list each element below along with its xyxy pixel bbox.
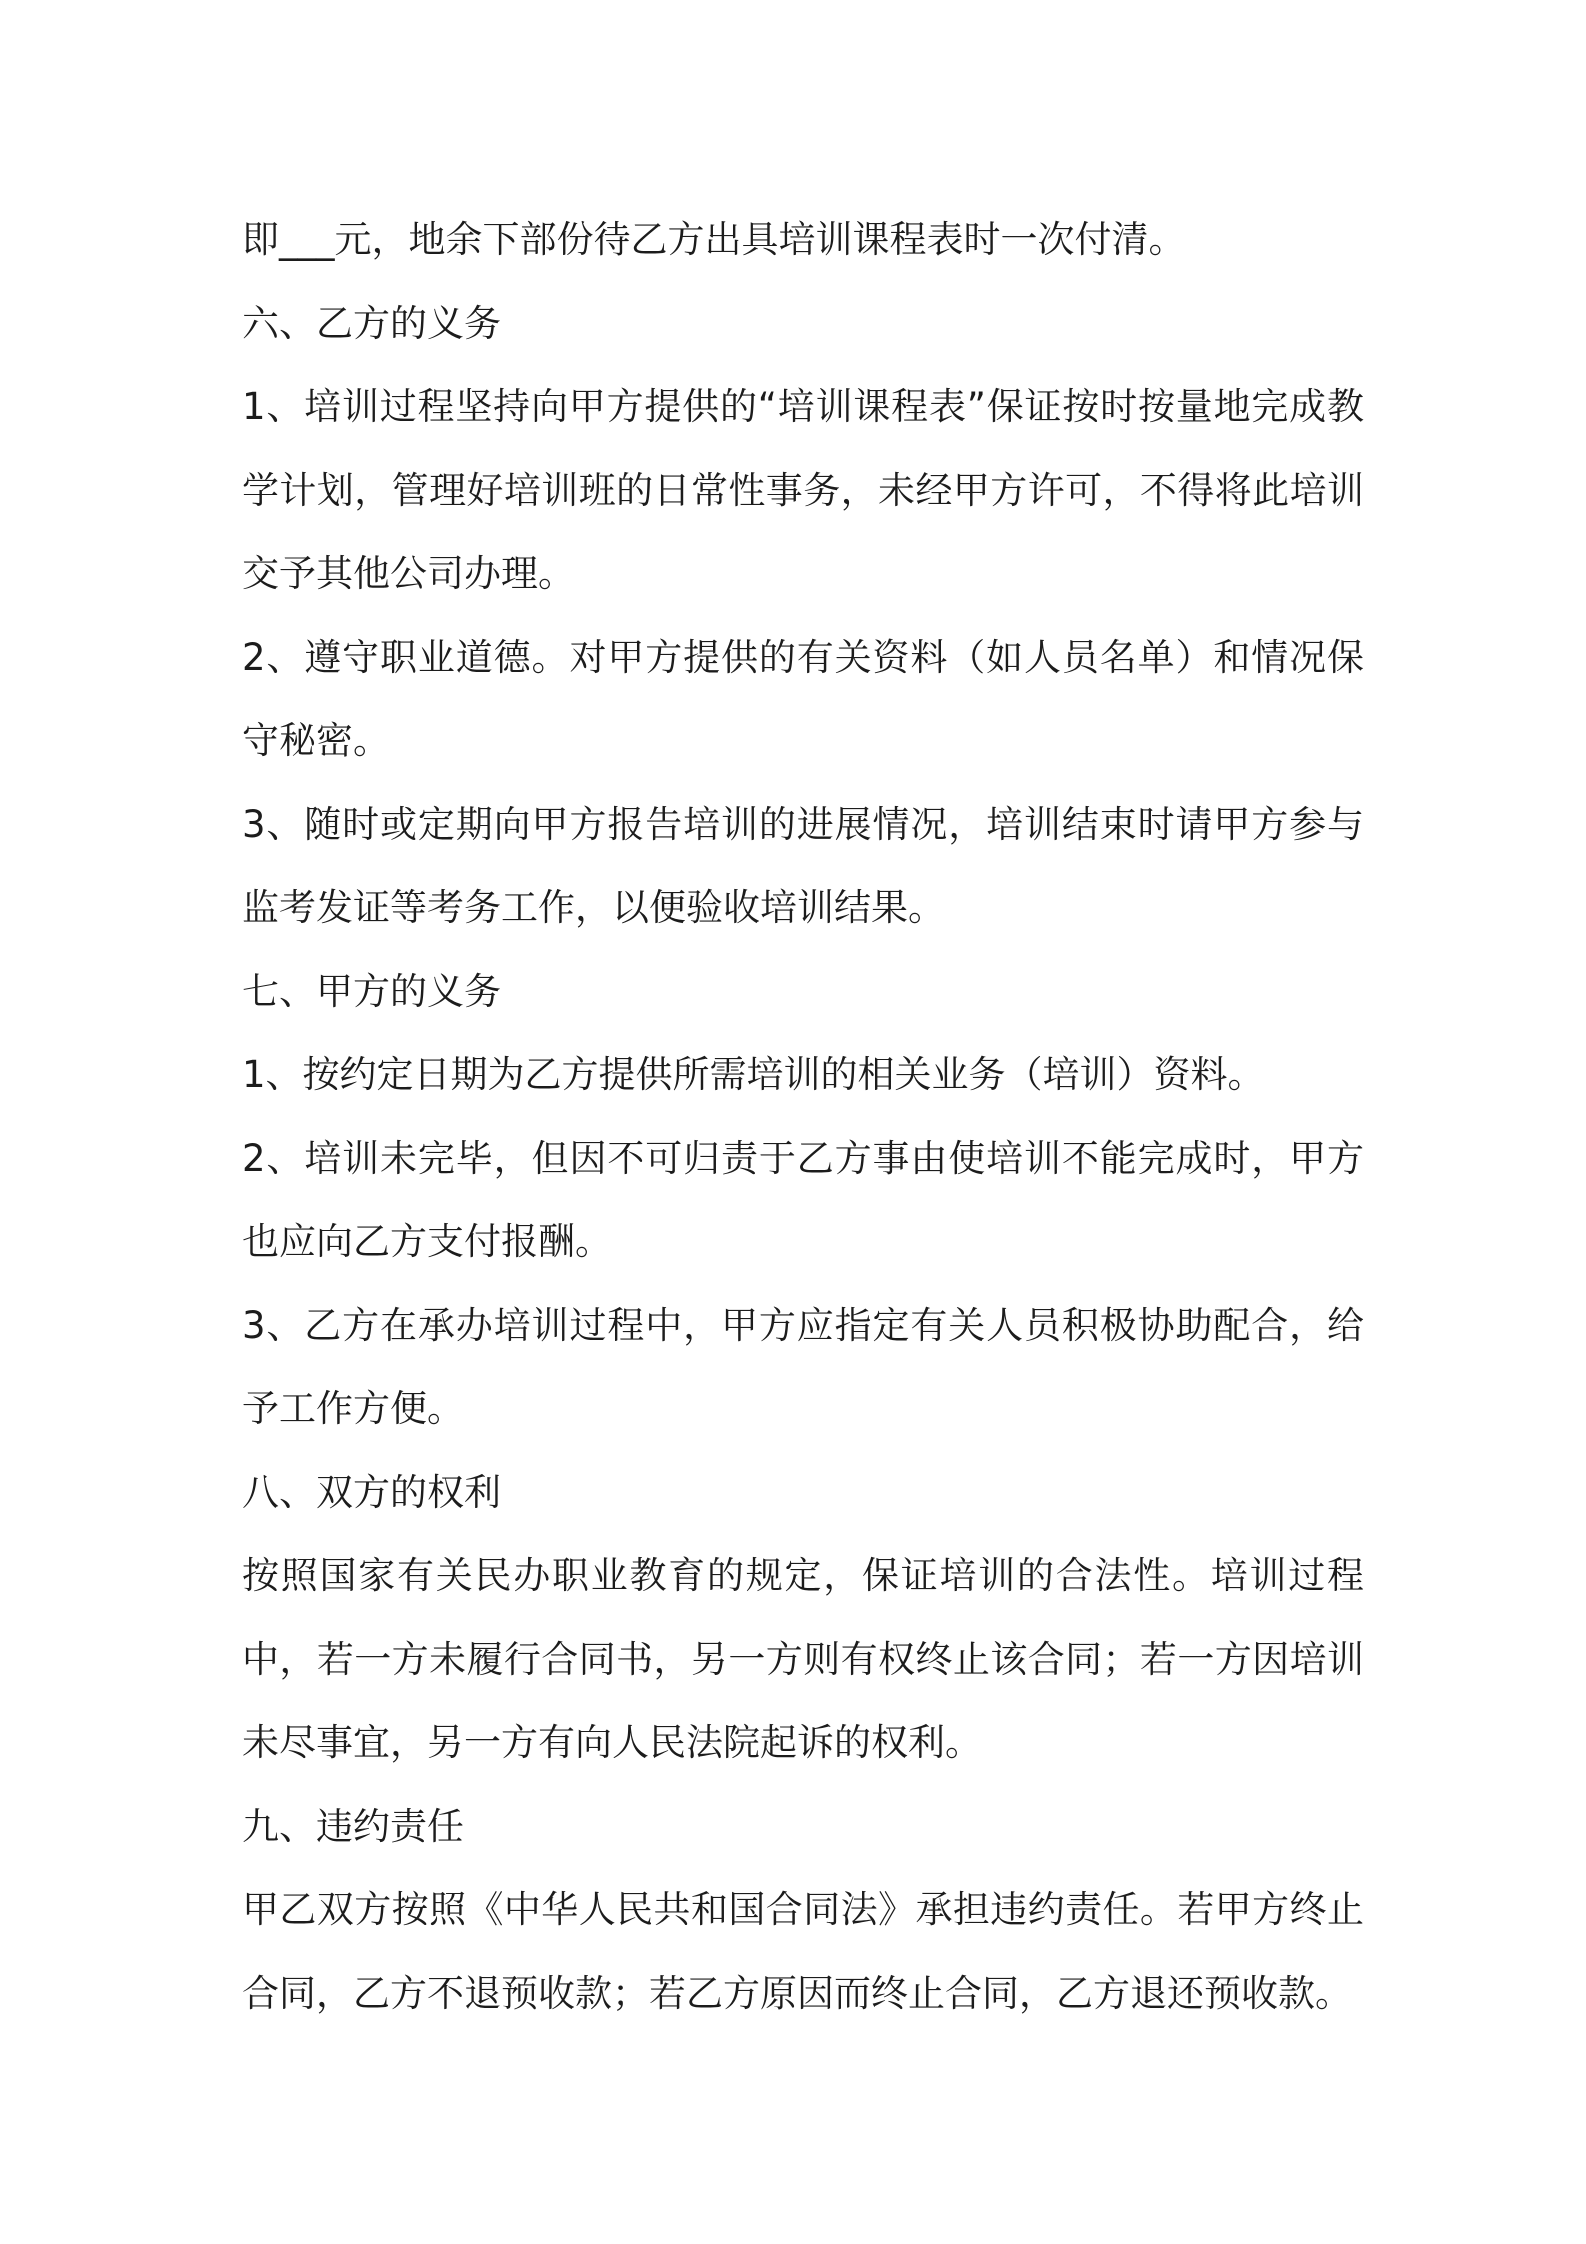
section-heading-rights: 八、双方的权利 (242, 1470, 501, 1514)
section-heading-liability: 九、违约责任 (242, 1804, 464, 1848)
party-a-obligation-1: 1、按约定日期为乙方提供所需培训的相关业务（培训）资料。 (242, 1053, 1265, 1096)
party-a-obligation-2: 2、培训未完毕，但因不可归责于乙方事由使培训不能完成时，甲方也应向乙方支付报酬。 (242, 1136, 1364, 1263)
payment-terms-paragraph: 即___元，地余下部份待乙方出具培训课程表时一次付清。 (242, 218, 1186, 261)
document-body (242, 198, 1364, 2035)
party-b-obligation-3: 3、随时或定期向甲方报告培训的进展情况，培训结束时请甲方参与监考发证等考务工作，以便验收培训结果。 (242, 802, 1364, 929)
liability-paragraph: 甲乙双方按照《中华人民共和国合同法》承担违约责任。若甲方终止合同，乙方不退预收款；若乙方原因而终止合同，乙方退还预收款。 (242, 1888, 1364, 2015)
party-a-obligation-3: 3、乙方在承办培训过程中，甲方应指定有关人员积极协助配合，给予工作方便。 (242, 1303, 1364, 1430)
party-b-obligation-1: 1、培训过程坚持向甲方提供的“培训课程表”保证按时按量地完成教学计划，管理好培训班的日常性事务，未经甲方许可，不得将此培训交予其他公司办理。 (242, 385, 1364, 595)
party-b-obligation-2: 2、遵守职业道德。对甲方提供的有关资料（如人员名单）和情况保守秘密。 (242, 635, 1364, 762)
section-heading-party-b-obligations: 六、乙方的义务 (242, 301, 501, 345)
section-heading-party-a-obligations: 七、甲方的义务 (242, 969, 501, 1013)
rights-paragraph: 按照国家有关民办职业教育的规定，保证培训的合法性。培训过程中，若一方未履行合同书，另一方则有权终止该合同；若一方因培训未尽事宜，另一方有向人民法院起诉的权利。 (242, 1554, 1364, 1764)
